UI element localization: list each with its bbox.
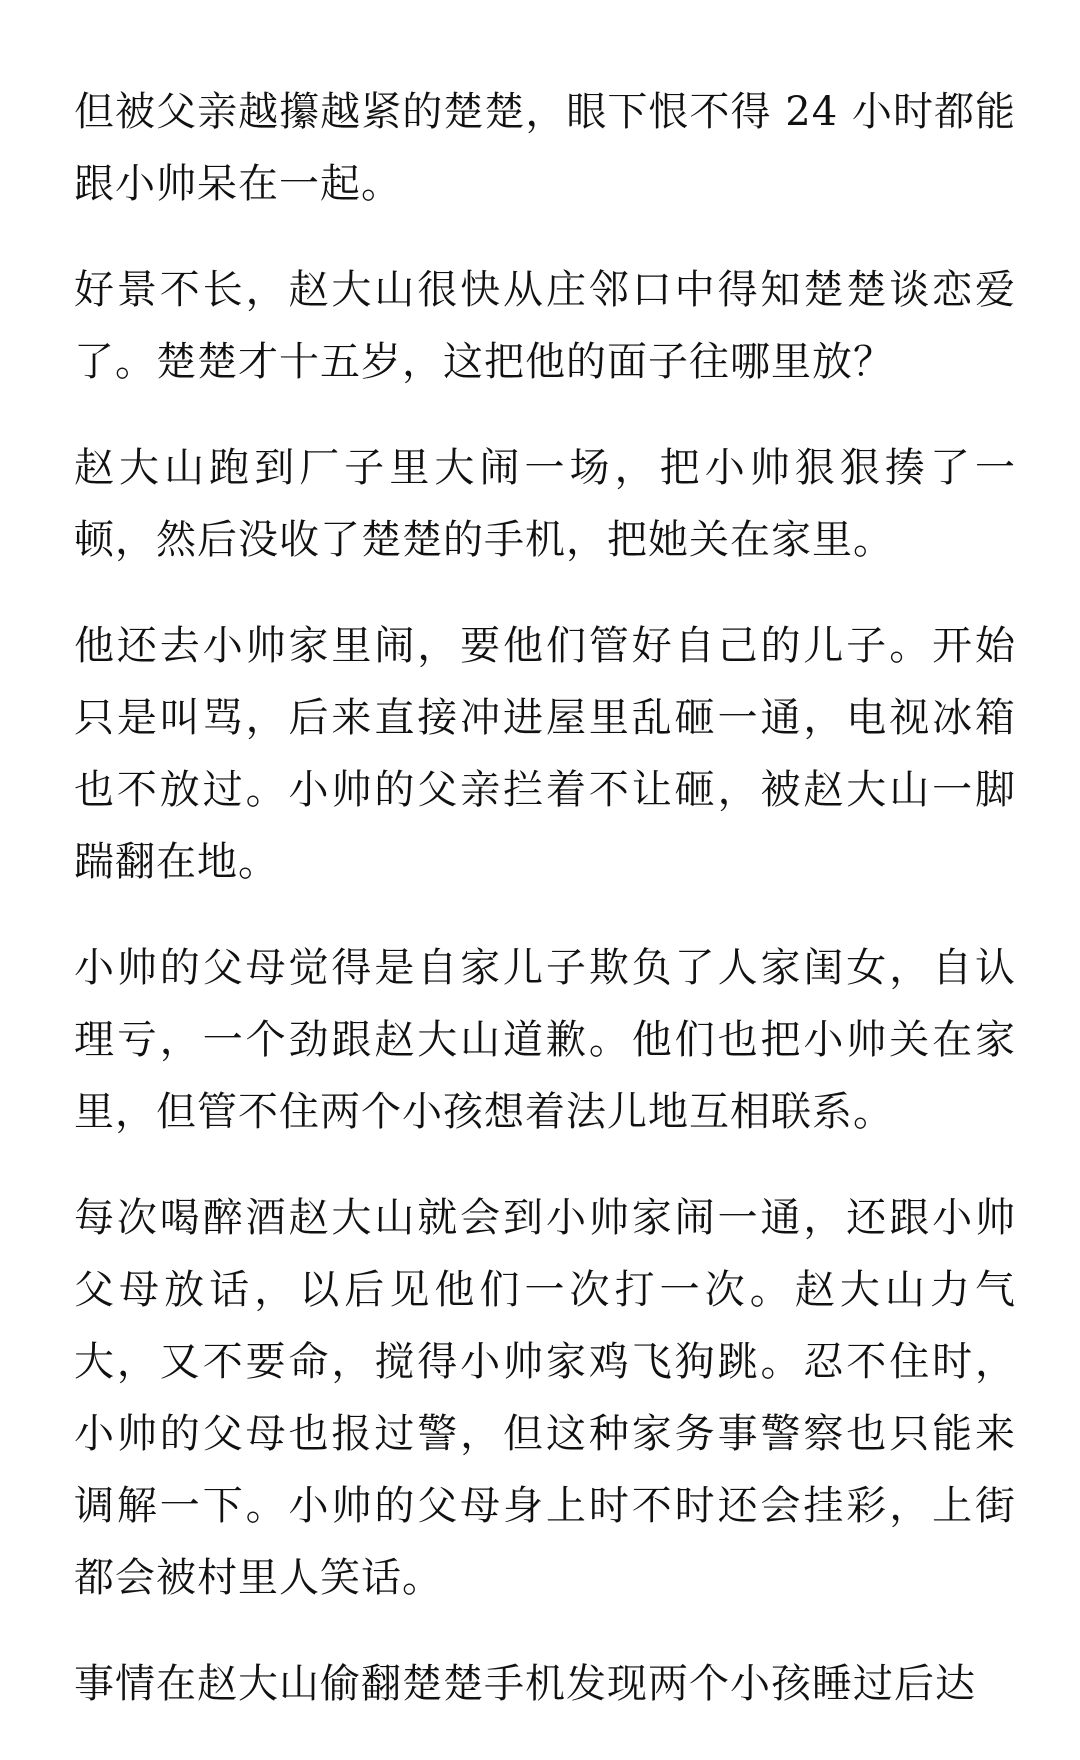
paragraph-2: 好景不长，赵大山很快从庄邻口中得知楚楚谈恋爱了。楚楚才十五岁，这把他的面子往哪里放？ — [74, 267, 1016, 385]
article-body — [74, 76, 1016, 1720]
paragraph-6: 每次喝醉酒赵大山就会到小帅家闹一通，还跟小帅父母放话，以后见他们一次打一次。赵大山力气大，又不要命，搅得小帅家鸡飞狗跳。忍不住时，小帅的父母也报过警，但这种家务事警察也只能来调解一下。小帅的父母身上时不时还会挂彩，上街都会被村里人笑话。 — [74, 1195, 1016, 1601]
paragraph-3: 赵大山跑到厂子里大闹一场，把小帅狠狠揍了一顿，然后没收了楚楚的手机，把她关在家里。 — [74, 445, 1016, 563]
paragraph-7: 事情在赵大山偷翻楚楚手机发现两个小孩睡过后达 — [74, 1661, 976, 1707]
paragraph-4: 他还去小帅家里闹，要他们管好自己的儿子。开始只是叫骂，后来直接冲进屋里乱砸一通，电视冰箱也不放过。小帅的父亲拦着不让砸，被赵大山一脚踹翻在地。 — [74, 623, 1016, 885]
paragraph-5: 小帅的父母觉得是自家儿子欺负了人家闺女，自认理亏，一个劲跟赵大山道歉。他们也把小帅关在家里，但管不住两个小孩想着法儿地互相联系。 — [74, 945, 1016, 1135]
paragraph-1: 但被父亲越攥越紧的楚楚，眼下恨不得 24 小时都能跟小帅呆在一起。 — [74, 89, 1016, 207]
